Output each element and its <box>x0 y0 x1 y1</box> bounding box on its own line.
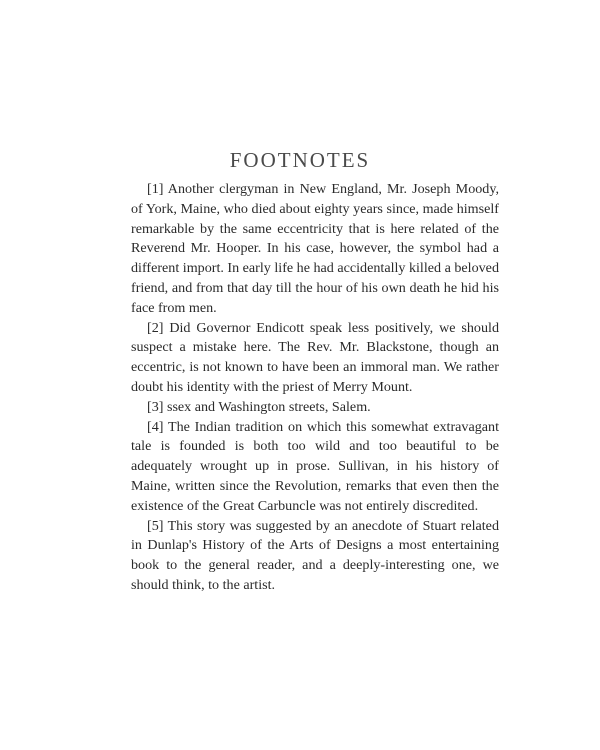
footnotes-list <box>131 180 499 596</box>
footnote-5: [5] This story was suggested by an anecdote of Stuart related in Dunlap's History of the Arts of Designs a most entertaining book to the general reader, and a deeply-interesting one, we should think, to the artist. <box>131 517 499 593</box>
page-title: FOOTNOTES <box>229 148 371 172</box>
footnote-4: [4] The Indian tradition on which this somewhat extravagant tale is founded is both too wild and too beautiful to be adequately wrought up in prose. Sullivan, in his history of Maine, written since the Revolution, remarks that even then the existence of the Great Carbuncle was not entirely discredited. <box>131 418 499 514</box>
footnote-1: [1] Another clergyman in New England, Mr. Joseph Moody, of York, Maine, who died about eighty years since, made himself remarkable by the same eccentricity that is here related of the Reverend Mr. Hooper. In his case, however, the symbol had a different import. In early life he had accidentally killed a beloved friend, and from that day till the hour of his own death he hid his face from men. <box>131 181 499 316</box>
footnote-3: [3] ssex and Washington streets, Salem. <box>147 398 371 415</box>
footnote-2: [2] Did Governor Endicott speak less positively, we should suspect a mistake here. The Rev. Mr. Blackstone, though an eccentric, is not known to have been an immoral man. We rather doubt his identity with the priest of Merry Mount. <box>131 319 499 395</box>
